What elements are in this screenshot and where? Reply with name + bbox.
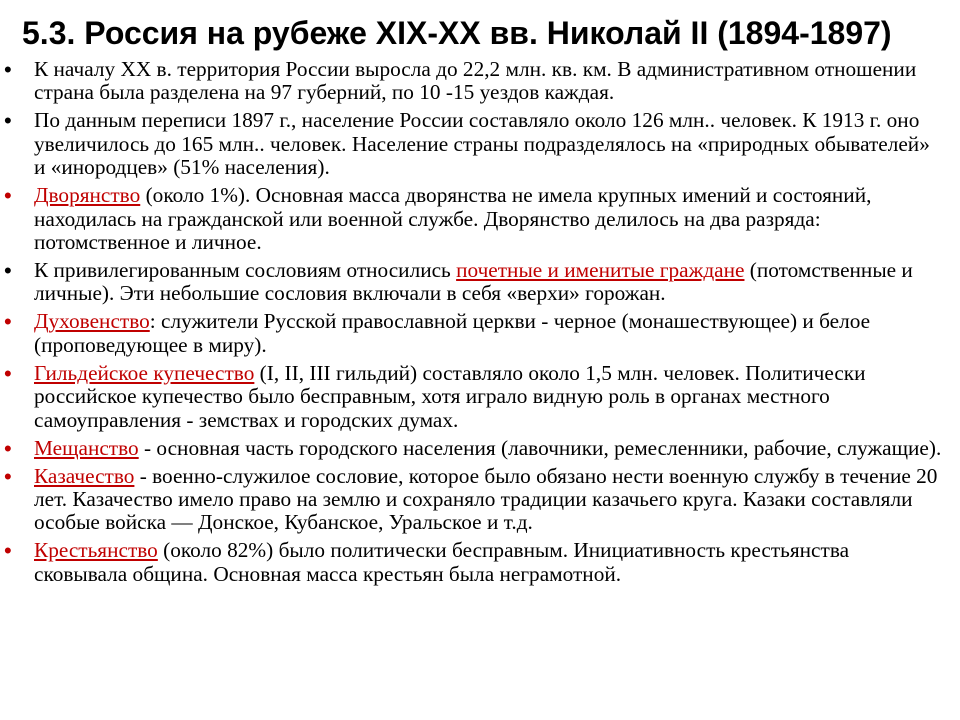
term-link-krestyanstvo[interactable]: Крестьянство [34, 538, 158, 563]
list-item [0, 310, 960, 357]
list-item [0, 539, 960, 586]
bullet-list [0, 58, 960, 591]
list-item [0, 184, 960, 254]
bullet-dot-icon: • [4, 463, 12, 489]
list-item [0, 58, 960, 105]
bullet-dot-icon: • [4, 538, 12, 564]
bullet-dot-icon: • [4, 360, 12, 386]
term-link-dukhovenstvo[interactable]: Духовенство [34, 309, 150, 334]
term-link-meshchanstvo[interactable]: Мещанство [34, 435, 139, 460]
list-item [0, 109, 960, 179]
bullet-dot-icon: • [4, 108, 12, 134]
list-item [0, 465, 960, 535]
item-text-after: К началу XX в. территория России выросла до 22,2 млн. кв. км. В административном отношении страна была разделена на 97 губерний, по 10 -15 уездов каждая. [34, 57, 917, 105]
list-item [0, 437, 960, 460]
list-item [0, 362, 960, 432]
item-text-after: (потомственные и личные). Эти небольшие сословия включали в себя «верхи» горожан. [34, 258, 913, 306]
term-link-kupechestvo[interactable]: Гильдейское купечество [34, 360, 255, 385]
item-text-after: - основная часть городского населения (лавочники, ремесленники, рабочие, служащие). [138, 435, 942, 460]
item-text-after: По данным переписи 1897 г., население России составляло около 126 млн.. человек. К 1913 г. оно увеличилось до 165 млн.. человек. Население страны подразделялось на «природных обывателей» и «инородцев» (51% населения). [34, 108, 930, 180]
bullet-dot-icon: • [4, 435, 12, 461]
item-text-after: - военно-служилое сословие, которое было обязано нести военную службу в течение 20 лет. Казачество имело право на землю и сохраняло традиции казачьего круга. Казаки составляли особые войска — Донское, Кубанское, Уральское и т.д. [34, 463, 938, 535]
slide-title: 5.3. Россия на рубеже XIX-XX вв. Николай II (1894-1897) [22, 15, 892, 51]
term-link-pochetnye-grazhdane[interactable]: почетные и именитые граждане [456, 258, 745, 283]
term-link-dvoryanstvo[interactable]: Дворянство [34, 183, 141, 208]
bullet-dot-icon: • [4, 258, 12, 284]
bullet-dot-icon: • [4, 309, 12, 335]
term-link-kazachestvo[interactable]: Казачество [34, 463, 135, 488]
bullet-dot-icon: • [4, 57, 12, 82]
bullet-dot-icon: • [4, 183, 12, 209]
item-text-after: : служители Русской православной церкви - черное (монашествующее) и белое (проповедующее в миру). [34, 309, 871, 357]
item-text-after: (около 1%). Основная масса дворянства не имела крупных имений и состояний, находилась на гражданской или военной службе. Дворянство делилось на два разряда: потомственное и личное. [34, 183, 872, 255]
item-text-after: (около 82%) было политически бесправным. Инициативность крестьянства сковывала община. Основная масса крестьян была неграмотной. [34, 538, 850, 586]
item-text-after: (I, II, III гильдий) составляло около 1,5 млн. человек. Политически российское купечество было бесправным, хотя играло видную роль в органах местного самоуправления - земствах и городских думах. [34, 360, 866, 432]
item-text-before: К привилегированным сословиям относились [34, 258, 457, 283]
list-item [0, 259, 960, 306]
